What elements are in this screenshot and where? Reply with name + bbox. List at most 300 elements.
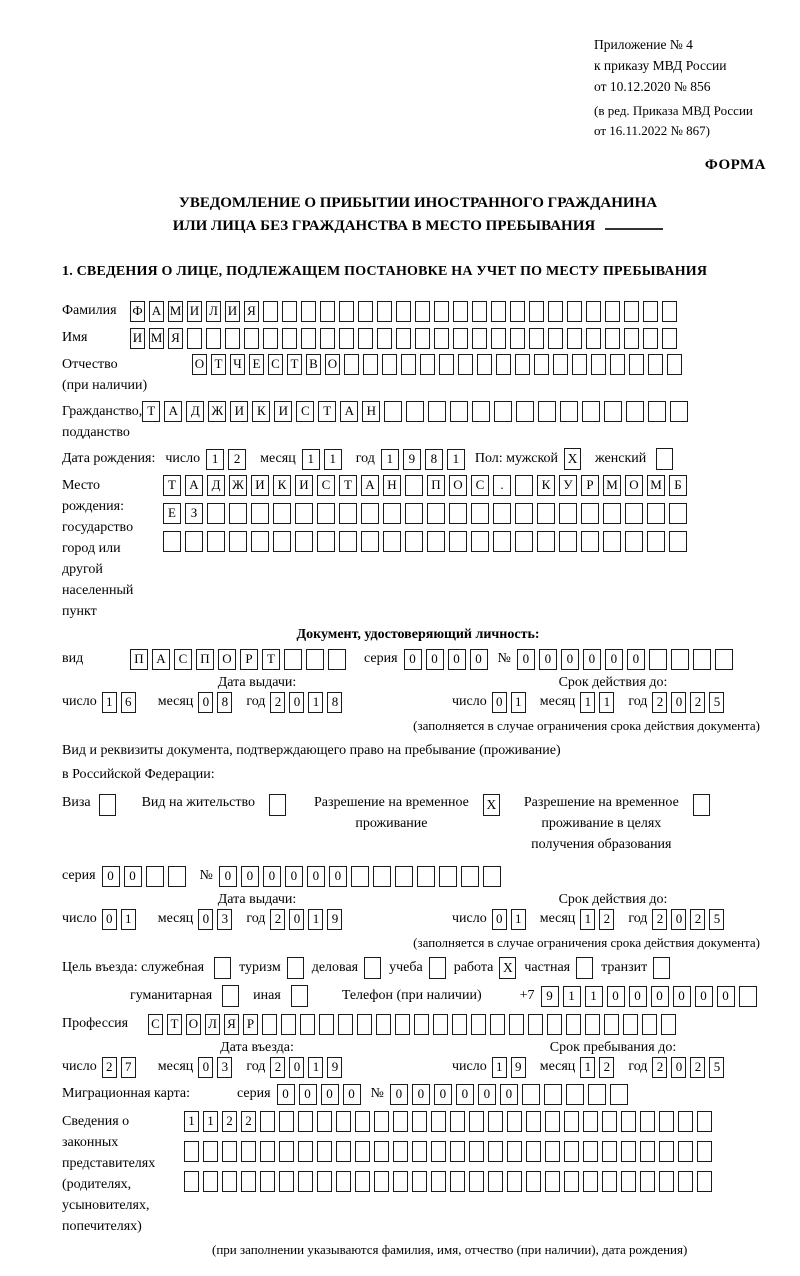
char-cell[interactable] (393, 1111, 408, 1132)
char-cell[interactable]: 0 (329, 866, 347, 887)
char-cell[interactable] (317, 1171, 332, 1192)
char-cell[interactable]: 5 (709, 1057, 724, 1078)
char-cell[interactable] (241, 1171, 256, 1192)
char-cell[interactable] (339, 531, 357, 552)
char-cell[interactable]: 0 (198, 692, 213, 713)
char-cell[interactable]: Т (339, 475, 357, 496)
char-cell[interactable] (374, 1171, 389, 1192)
char-cell[interactable] (605, 301, 620, 322)
char-cell[interactable] (431, 1111, 446, 1132)
char-cell[interactable] (547, 1014, 562, 1035)
char-cell[interactable]: Ф (130, 301, 145, 322)
char-cell[interactable]: 1 (206, 449, 224, 470)
char-cell[interactable] (510, 301, 525, 322)
char-cell[interactable] (450, 1111, 465, 1132)
char-cell[interactable] (433, 1014, 448, 1035)
char-cell[interactable]: 0 (539, 649, 557, 670)
char-cell[interactable] (566, 1084, 584, 1105)
char-cell[interactable]: О (449, 475, 467, 496)
char-cell[interactable] (449, 531, 467, 552)
char-cell[interactable] (572, 354, 587, 375)
char-cell[interactable] (203, 1141, 218, 1162)
char-cell[interactable] (363, 354, 378, 375)
char-cell[interactable] (336, 1141, 351, 1162)
char-cell[interactable] (415, 328, 430, 349)
char-cell[interactable] (544, 1084, 562, 1105)
char-cell[interactable] (604, 1014, 619, 1035)
char-cell[interactable] (427, 503, 445, 524)
char-cell[interactable] (251, 531, 269, 552)
char-cell[interactable]: С (471, 475, 489, 496)
char-cell[interactable] (383, 503, 401, 524)
char-cell[interactable] (452, 1014, 467, 1035)
char-cell[interactable] (338, 1014, 353, 1035)
char-cell[interactable]: 3 (217, 909, 232, 930)
char-cell[interactable] (358, 328, 373, 349)
char-cell[interactable] (185, 531, 203, 552)
char-cell[interactable]: 0 (627, 649, 645, 670)
char-cell[interactable] (739, 986, 757, 1007)
char-cell[interactable] (605, 328, 620, 349)
checkbox-official[interactable] (214, 957, 231, 979)
char-cell[interactable] (339, 503, 357, 524)
char-cell[interactable] (282, 301, 297, 322)
char-cell[interactable] (507, 1141, 522, 1162)
char-cell[interactable] (548, 301, 563, 322)
char-cell[interactable]: 0 (102, 909, 117, 930)
char-cell[interactable] (610, 1084, 628, 1105)
char-cell[interactable] (260, 1141, 275, 1162)
char-cell[interactable]: Я (244, 301, 259, 322)
char-cell[interactable]: 1 (121, 909, 136, 930)
char-cell[interactable]: 2 (599, 909, 614, 930)
char-cell[interactable] (401, 354, 416, 375)
char-cell[interactable] (282, 328, 297, 349)
char-cell[interactable] (225, 328, 240, 349)
char-cell[interactable]: К (273, 475, 291, 496)
char-cell[interactable] (640, 1141, 655, 1162)
char-cell[interactable] (361, 503, 379, 524)
char-cell[interactable] (187, 328, 202, 349)
char-cell[interactable] (662, 301, 677, 322)
char-cell[interactable]: 9 (541, 986, 559, 1007)
char-cell[interactable]: 0 (629, 986, 647, 1007)
char-cell[interactable]: М (647, 475, 665, 496)
char-cell[interactable] (351, 866, 369, 887)
char-cell[interactable]: Е (249, 354, 264, 375)
char-cell[interactable] (263, 301, 278, 322)
checkbox-female[interactable] (656, 448, 673, 470)
char-cell[interactable] (515, 475, 533, 496)
char-cell[interactable] (649, 649, 667, 670)
char-cell[interactable] (623, 1014, 638, 1035)
char-cell[interactable]: 0 (102, 866, 120, 887)
char-cell[interactable]: У (559, 475, 577, 496)
char-cell[interactable] (715, 649, 733, 670)
char-cell[interactable] (670, 401, 688, 422)
checkbox-private[interactable] (576, 957, 593, 979)
char-cell[interactable]: 2 (690, 1057, 705, 1078)
char-cell[interactable] (339, 301, 354, 322)
char-cell[interactable] (317, 1141, 332, 1162)
char-cell[interactable] (453, 328, 468, 349)
char-cell[interactable] (566, 1014, 581, 1035)
char-cell[interactable]: Д (207, 475, 225, 496)
char-cell[interactable]: . (493, 475, 511, 496)
char-cell[interactable]: 0 (605, 649, 623, 670)
char-cell[interactable] (548, 328, 563, 349)
char-cell[interactable] (273, 531, 291, 552)
checkbox-residence-permit[interactable] (269, 794, 286, 816)
char-cell[interactable] (640, 1111, 655, 1132)
char-cell[interactable] (279, 1171, 294, 1192)
char-cell[interactable] (306, 649, 324, 670)
char-cell[interactable] (659, 1141, 674, 1162)
char-cell[interactable] (545, 1111, 560, 1132)
char-cell[interactable] (582, 401, 600, 422)
char-cell[interactable] (207, 503, 225, 524)
char-cell[interactable] (647, 503, 665, 524)
char-cell[interactable]: Т (287, 354, 302, 375)
char-cell[interactable] (376, 1014, 391, 1035)
char-cell[interactable]: 0 (404, 649, 422, 670)
char-cell[interactable] (581, 503, 599, 524)
char-cell[interactable]: Б (669, 475, 687, 496)
checkbox-other[interactable] (291, 985, 308, 1007)
checkbox-temp-residence-edu[interactable] (693, 794, 710, 816)
char-cell[interactable] (567, 301, 582, 322)
char-cell[interactable]: 2 (270, 692, 285, 713)
char-cell[interactable] (184, 1141, 199, 1162)
char-cell[interactable]: 6 (121, 692, 136, 713)
char-cell[interactable]: 0 (717, 986, 735, 1007)
char-cell[interactable] (625, 531, 643, 552)
char-cell[interactable]: 2 (690, 692, 705, 713)
char-cell[interactable] (469, 1141, 484, 1162)
char-cell[interactable] (339, 328, 354, 349)
char-cell[interactable]: 0 (561, 649, 579, 670)
char-cell[interactable] (469, 1111, 484, 1132)
char-cell[interactable]: 0 (583, 649, 601, 670)
char-cell[interactable] (490, 1014, 505, 1035)
char-cell[interactable] (241, 1141, 256, 1162)
char-cell[interactable] (526, 1171, 541, 1192)
char-cell[interactable]: 0 (219, 866, 237, 887)
char-cell[interactable]: 0 (671, 909, 686, 930)
char-cell[interactable] (529, 328, 544, 349)
char-cell[interactable]: 5 (709, 909, 724, 930)
char-cell[interactable]: 9 (327, 909, 342, 930)
char-cell[interactable] (450, 1171, 465, 1192)
char-cell[interactable]: Р (240, 649, 258, 670)
char-cell[interactable] (472, 401, 490, 422)
char-cell[interactable]: 2 (270, 1057, 285, 1078)
char-cell[interactable]: 0 (412, 1084, 430, 1105)
char-cell[interactable] (493, 531, 511, 552)
char-cell[interactable] (244, 328, 259, 349)
char-cell[interactable] (624, 301, 639, 322)
char-cell[interactable] (471, 531, 489, 552)
char-cell[interactable]: 0 (285, 866, 303, 887)
char-cell[interactable] (461, 866, 479, 887)
char-cell[interactable] (344, 354, 359, 375)
char-cell[interactable] (412, 1141, 427, 1162)
char-cell[interactable]: 0 (492, 909, 507, 930)
char-cell[interactable] (662, 328, 677, 349)
char-cell[interactable] (610, 354, 625, 375)
char-cell[interactable] (295, 503, 313, 524)
char-cell[interactable]: Ч (230, 354, 245, 375)
char-cell[interactable] (604, 401, 622, 422)
char-cell[interactable] (602, 1111, 617, 1132)
char-cell[interactable] (647, 531, 665, 552)
char-cell[interactable]: Р (581, 475, 599, 496)
char-cell[interactable] (300, 1014, 315, 1035)
char-cell[interactable] (298, 1171, 313, 1192)
char-cell[interactable] (320, 301, 335, 322)
char-cell[interactable] (697, 1141, 712, 1162)
char-cell[interactable] (336, 1171, 351, 1192)
char-cell[interactable] (678, 1111, 693, 1132)
char-cell[interactable] (319, 1014, 334, 1035)
char-cell[interactable] (507, 1171, 522, 1192)
char-cell[interactable]: 7 (121, 1057, 136, 1078)
char-cell[interactable] (229, 531, 247, 552)
char-cell[interactable]: 0 (448, 649, 466, 670)
char-cell[interactable] (625, 503, 643, 524)
char-cell[interactable]: Т (167, 1014, 182, 1035)
char-cell[interactable] (510, 328, 525, 349)
char-cell[interactable]: 2 (270, 909, 285, 930)
char-cell[interactable] (560, 401, 578, 422)
char-cell[interactable] (469, 1171, 484, 1192)
char-cell[interactable] (583, 1111, 598, 1132)
char-cell[interactable] (648, 354, 663, 375)
char-cell[interactable] (648, 401, 666, 422)
char-cell[interactable]: 1 (102, 692, 117, 713)
char-cell[interactable]: Л (205, 1014, 220, 1035)
char-cell[interactable]: 0 (321, 1084, 339, 1105)
char-cell[interactable] (301, 328, 316, 349)
char-cell[interactable] (507, 1111, 522, 1132)
char-cell[interactable]: 1 (308, 692, 323, 713)
char-cell[interactable]: М (168, 301, 183, 322)
char-cell[interactable]: 2 (652, 1057, 667, 1078)
char-cell[interactable] (591, 354, 606, 375)
char-cell[interactable] (434, 328, 449, 349)
char-cell[interactable] (412, 1171, 427, 1192)
char-cell[interactable] (377, 301, 392, 322)
char-cell[interactable] (184, 1171, 199, 1192)
char-cell[interactable] (586, 328, 601, 349)
char-cell[interactable] (516, 401, 534, 422)
char-cell[interactable]: 0 (434, 1084, 452, 1105)
char-cell[interactable] (491, 301, 506, 322)
char-cell[interactable]: 0 (289, 1057, 304, 1078)
char-cell[interactable] (643, 328, 658, 349)
char-cell[interactable] (449, 503, 467, 524)
char-cell[interactable]: О (192, 354, 207, 375)
char-cell[interactable]: 2 (241, 1111, 256, 1132)
char-cell[interactable]: 0 (517, 649, 535, 670)
char-cell[interactable]: М (603, 475, 621, 496)
char-cell[interactable]: Т (211, 354, 226, 375)
char-cell[interactable] (361, 531, 379, 552)
char-cell[interactable]: 0 (390, 1084, 408, 1105)
char-cell[interactable]: 2 (222, 1111, 237, 1132)
char-cell[interactable]: З (185, 503, 203, 524)
char-cell[interactable] (317, 1111, 332, 1132)
char-cell[interactable]: П (130, 649, 148, 670)
char-cell[interactable]: 9 (403, 449, 421, 470)
char-cell[interactable]: 1 (203, 1111, 218, 1132)
char-cell[interactable]: 9 (511, 1057, 526, 1078)
char-cell[interactable]: 0 (651, 986, 669, 1007)
char-cell[interactable]: 0 (492, 692, 507, 713)
char-cell[interactable] (383, 531, 401, 552)
char-cell[interactable]: 1 (585, 986, 603, 1007)
char-cell[interactable]: В (306, 354, 321, 375)
char-cell[interactable]: И (130, 328, 145, 349)
char-cell[interactable] (320, 328, 335, 349)
char-cell[interactable] (643, 301, 658, 322)
char-cell[interactable]: Т (262, 649, 280, 670)
char-cell[interactable]: С (174, 649, 192, 670)
char-cell[interactable] (526, 1141, 541, 1162)
checkbox-temp-residence[interactable]: X (483, 794, 500, 816)
char-cell[interactable] (671, 649, 689, 670)
char-cell[interactable] (384, 401, 402, 422)
char-cell[interactable] (624, 328, 639, 349)
char-cell[interactable]: Н (383, 475, 401, 496)
char-cell[interactable]: 1 (492, 1057, 507, 1078)
char-cell[interactable] (496, 354, 511, 375)
char-cell[interactable]: 0 (198, 909, 213, 930)
char-cell[interactable] (488, 1171, 503, 1192)
char-cell[interactable]: Т (318, 401, 336, 422)
char-cell[interactable] (417, 866, 435, 887)
char-cell[interactable]: А (340, 401, 358, 422)
char-cell[interactable]: И (274, 401, 292, 422)
char-cell[interactable]: 0 (671, 1057, 686, 1078)
char-cell[interactable] (537, 503, 555, 524)
char-cell[interactable] (377, 328, 392, 349)
char-cell[interactable] (522, 1084, 540, 1105)
char-cell[interactable]: Е (163, 503, 181, 524)
checkbox-business[interactable] (364, 957, 381, 979)
char-cell[interactable] (472, 328, 487, 349)
char-cell[interactable] (586, 301, 601, 322)
char-cell[interactable]: 2 (102, 1057, 117, 1078)
char-cell[interactable] (251, 503, 269, 524)
char-cell[interactable] (328, 649, 346, 670)
char-cell[interactable]: С (296, 401, 314, 422)
char-cell[interactable]: Н (362, 401, 380, 422)
char-cell[interactable] (146, 866, 164, 887)
char-cell[interactable]: Ж (229, 475, 247, 496)
char-cell[interactable]: 8 (217, 692, 232, 713)
char-cell[interactable] (295, 531, 313, 552)
char-cell[interactable] (678, 1171, 693, 1192)
char-cell[interactable]: 9 (327, 1057, 342, 1078)
char-cell[interactable] (526, 1111, 541, 1132)
char-cell[interactable] (669, 531, 687, 552)
char-cell[interactable]: К (537, 475, 555, 496)
char-cell[interactable]: 0 (500, 1084, 518, 1105)
char-cell[interactable]: А (361, 475, 379, 496)
char-cell[interactable] (357, 1014, 372, 1035)
checkbox-male[interactable]: X (564, 448, 581, 470)
char-cell[interactable] (431, 1171, 446, 1192)
char-cell[interactable]: 2 (690, 909, 705, 930)
char-cell[interactable] (203, 1171, 218, 1192)
char-cell[interactable] (406, 401, 424, 422)
char-cell[interactable]: 3 (217, 1057, 232, 1078)
char-cell[interactable]: 2 (228, 449, 246, 470)
char-cell[interactable]: 0 (277, 1084, 295, 1105)
char-cell[interactable]: М (149, 328, 164, 349)
char-cell[interactable] (471, 503, 489, 524)
char-cell[interactable] (263, 328, 278, 349)
char-cell[interactable] (279, 1111, 294, 1132)
char-cell[interactable]: 1 (580, 692, 595, 713)
char-cell[interactable]: 0 (695, 986, 713, 1007)
char-cell[interactable]: 1 (599, 692, 614, 713)
char-cell[interactable] (260, 1111, 275, 1132)
char-cell[interactable]: 1 (308, 1057, 323, 1078)
char-cell[interactable]: Л (206, 301, 221, 322)
char-cell[interactable] (621, 1171, 636, 1192)
char-cell[interactable] (393, 1141, 408, 1162)
char-cell[interactable]: 2 (599, 1057, 614, 1078)
char-cell[interactable] (602, 1141, 617, 1162)
char-cell[interactable] (396, 328, 411, 349)
char-cell[interactable] (515, 354, 530, 375)
char-cell[interactable] (515, 531, 533, 552)
char-cell[interactable] (262, 1014, 277, 1035)
char-cell[interactable] (693, 649, 711, 670)
char-cell[interactable]: А (185, 475, 203, 496)
char-cell[interactable]: 1 (184, 1111, 199, 1132)
char-cell[interactable] (415, 301, 430, 322)
char-cell[interactable]: Я (168, 328, 183, 349)
char-cell[interactable] (491, 328, 506, 349)
char-cell[interactable] (317, 531, 335, 552)
char-cell[interactable] (659, 1111, 674, 1132)
char-cell[interactable]: О (625, 475, 643, 496)
char-cell[interactable] (405, 475, 423, 496)
char-cell[interactable] (629, 354, 644, 375)
char-cell[interactable] (405, 503, 423, 524)
char-cell[interactable] (298, 1111, 313, 1132)
char-cell[interactable] (642, 1014, 657, 1035)
char-cell[interactable] (564, 1111, 579, 1132)
char-cell[interactable]: 2 (652, 909, 667, 930)
char-cell[interactable] (458, 354, 473, 375)
char-cell[interactable] (493, 503, 511, 524)
char-cell[interactable] (564, 1141, 579, 1162)
char-cell[interactable] (564, 1171, 579, 1192)
char-cell[interactable]: 1 (381, 449, 399, 470)
char-cell[interactable] (567, 328, 582, 349)
char-cell[interactable] (559, 531, 577, 552)
char-cell[interactable] (273, 503, 291, 524)
char-cell[interactable]: 0 (289, 909, 304, 930)
char-cell[interactable]: И (295, 475, 313, 496)
char-cell[interactable] (471, 1014, 486, 1035)
char-cell[interactable] (697, 1111, 712, 1132)
char-cell[interactable] (222, 1141, 237, 1162)
